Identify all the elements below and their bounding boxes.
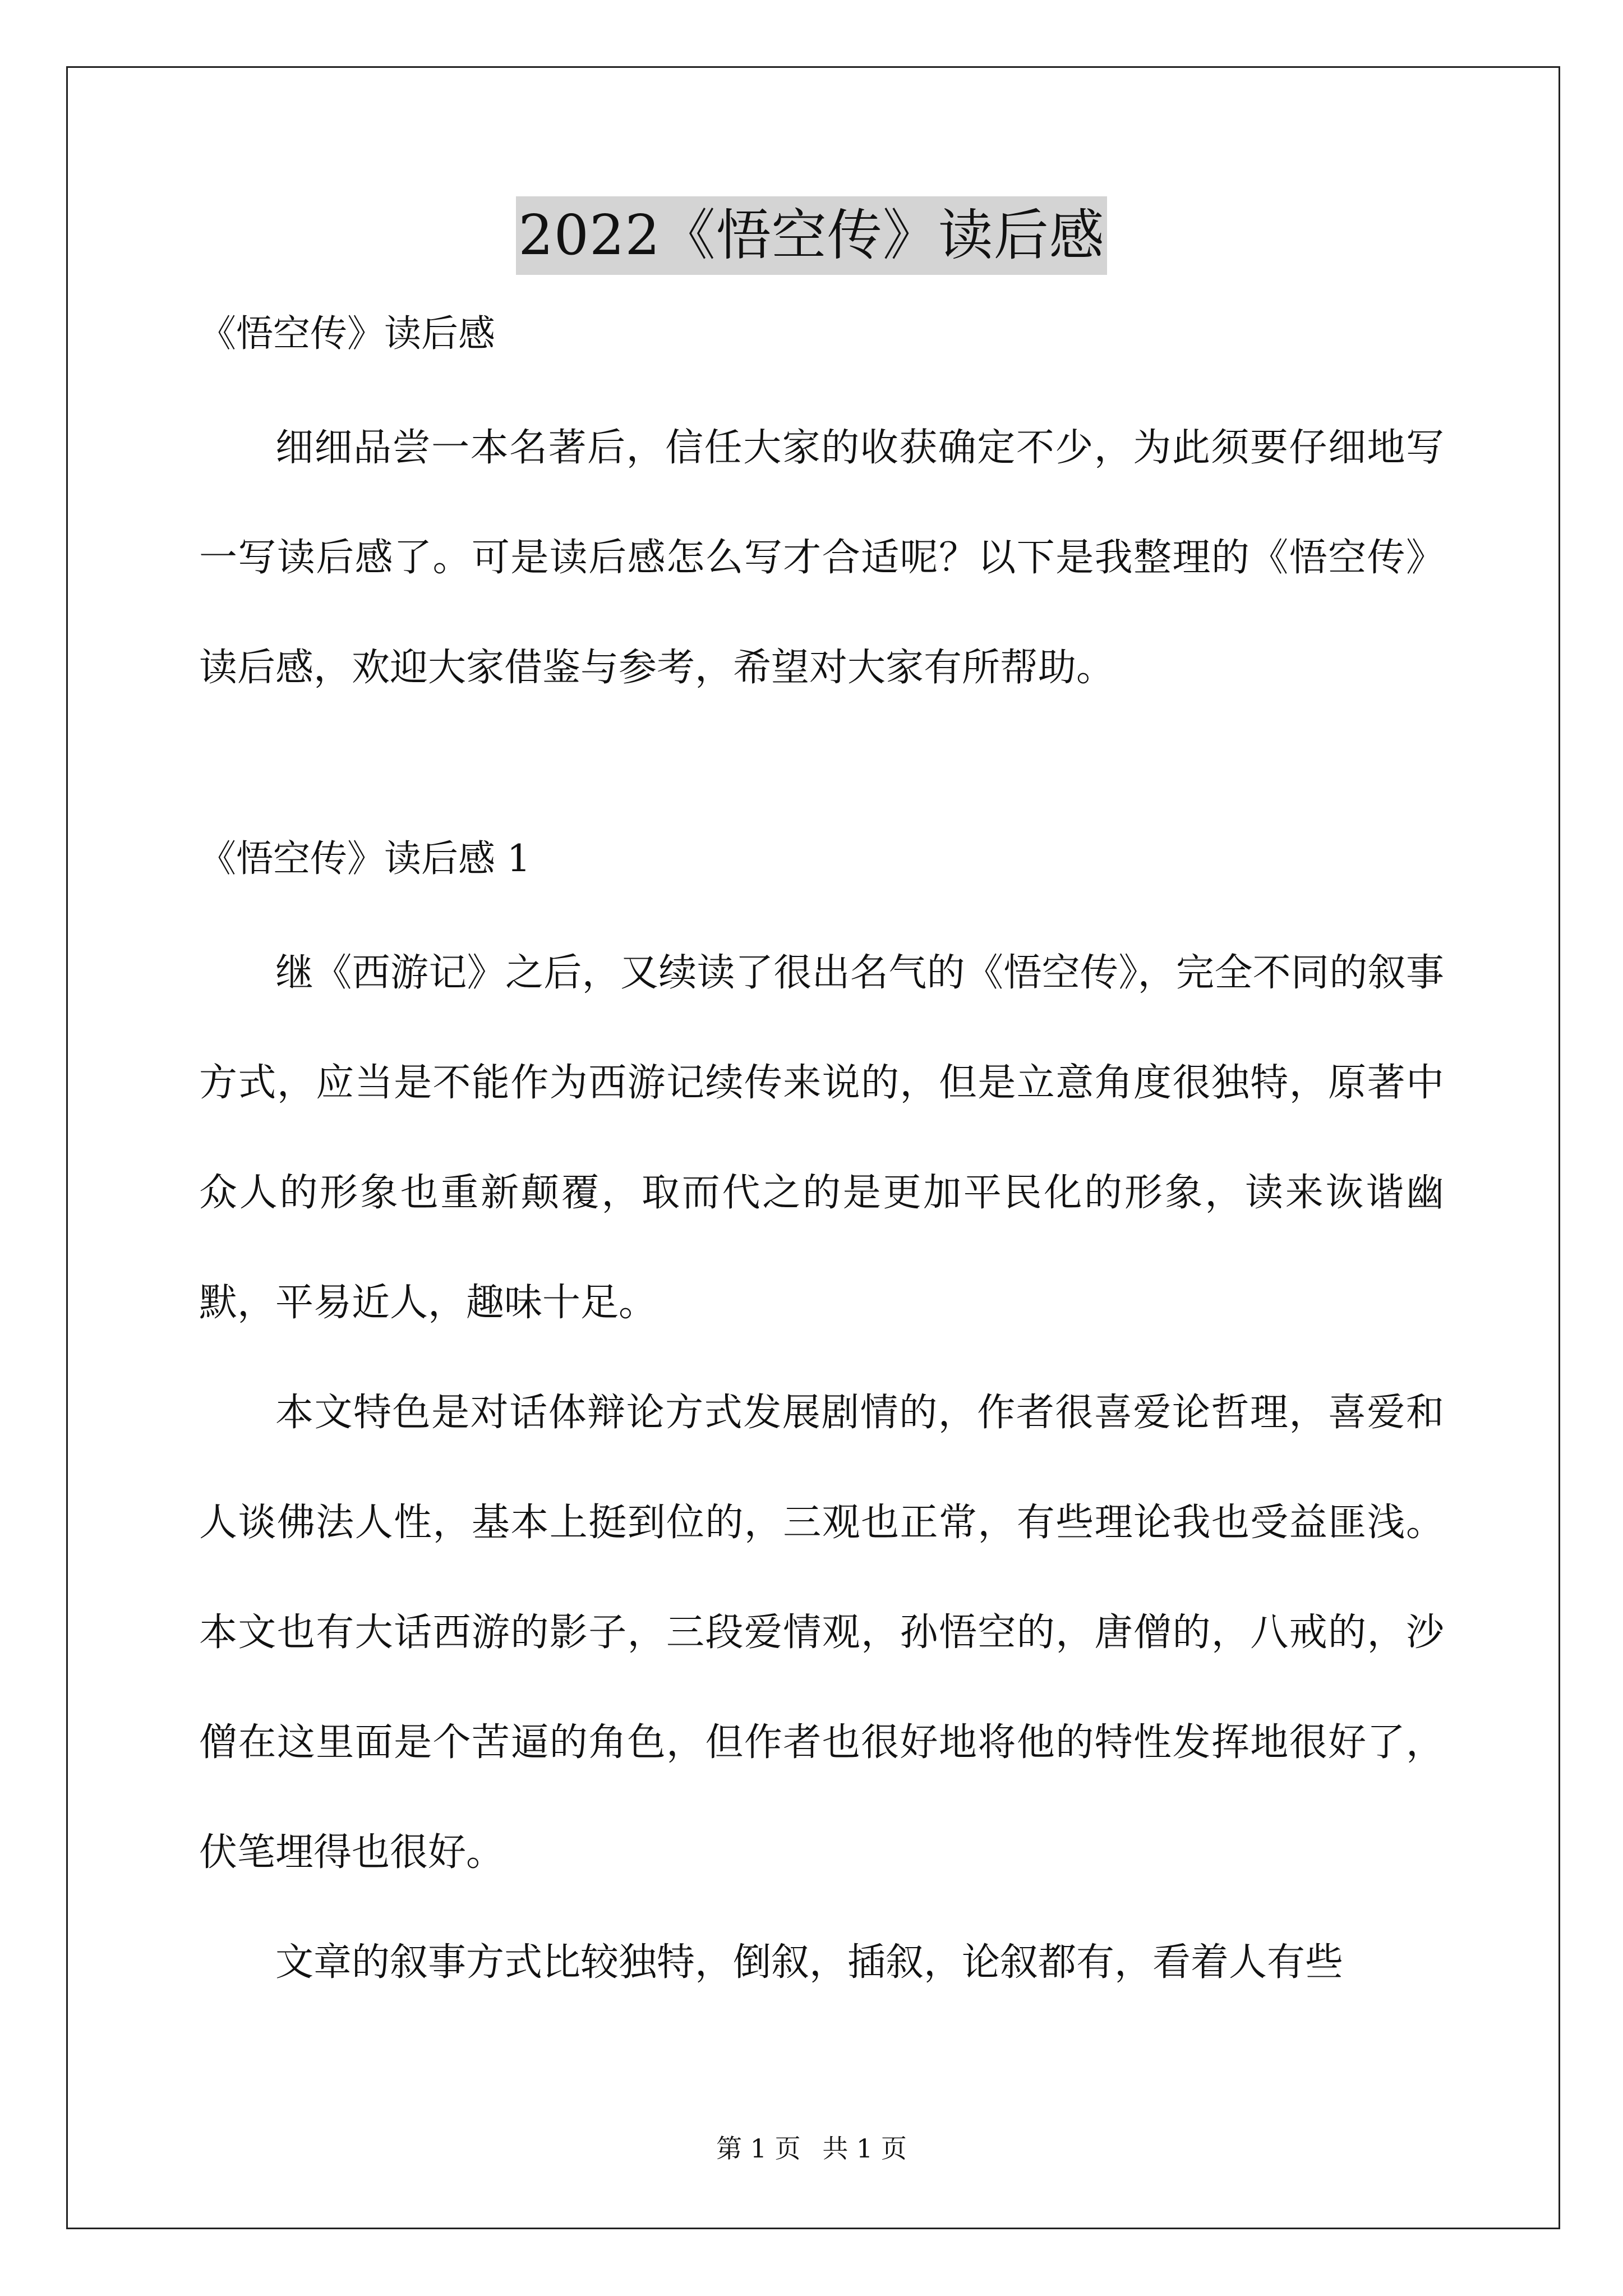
page-footer	[0, 2132, 1623, 2165]
title-container	[0, 196, 1623, 275]
body-paragraph-1: 继《西游记》之后，又续读了很出名气的《悟空传》，完全不同的叙事方式，应当是不能作为西游记续传来说的，但是立意角度很独特，原著中众人的形象也重新颠覆，取而代之的是更加平民化的形象，读来诙谐幽默，平易近人，趣味十足。	[199, 951, 1444, 1325]
document-title: 2022《悟空传》读后感	[516, 196, 1106, 275]
page-number: 第 1 页	[716, 2133, 801, 2164]
essay-heading: 《悟空传》读后感 1	[199, 837, 531, 880]
document-body	[199, 306, 1444, 2018]
body-paragraph-3: 文章的叙事方式比较独特，倒叙，插叙，论叙都有，看着人有些	[275, 1940, 1344, 1985]
section-heading: 《悟空传》读后感	[199, 312, 495, 355]
intro-paragraph: 细细品尝一本名著后，信任大家的收获确定不少，为此须要仔细地写一写读后感了。可是读后感怎么写才合适呢？以下是我整理的《悟空传》读后感，欢迎大家借鉴与参考，希望对大家有所帮助。	[199, 426, 1444, 690]
page-total: 共 1 页	[822, 2133, 907, 2164]
body-paragraph-2: 本文特色是对话体辩论方式发展剧情的，作者很喜爱论哲理，喜爱和人谈佛法人性，基本上挺到位的，三观也正常，有些理论我也受益匪浅。本文也有大话西游的影子，三段爱情观，孙悟空的，唐僧的，八戒的，沙僧在这里面是个苦逼的角色，但作者也很好地将他的特性发挥地很好了，伏笔埋得也很好。	[199, 1391, 1444, 1875]
